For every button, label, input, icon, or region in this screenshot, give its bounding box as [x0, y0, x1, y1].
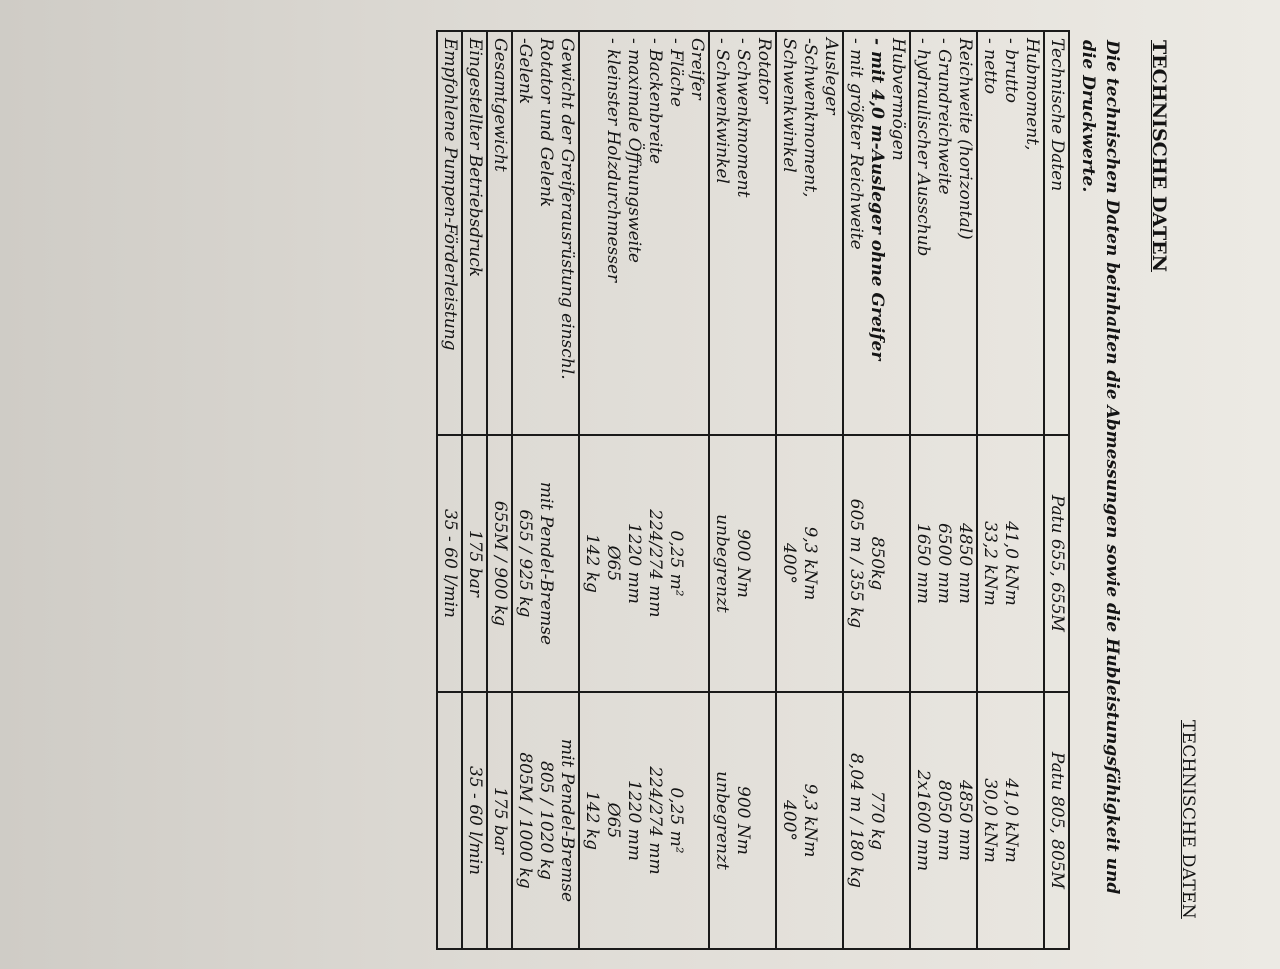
- column-header: Technische Daten: [1044, 31, 1069, 435]
- cell-value: [1021, 442, 1042, 685]
- table-row: [487, 31, 512, 949]
- cell-value: Ø65: [603, 802, 623, 839]
- row-label: Hubmoment,: [1022, 38, 1042, 151]
- cell-value: 805M / 1000 kg: [515, 752, 535, 889]
- row-label: - mit größter Reichweite: [846, 38, 866, 250]
- row-label: Empfohlene Pumpen-Förderleistung: [440, 38, 460, 351]
- cell-value: [686, 699, 707, 942]
- cell-value: 30,0 kNm: [980, 778, 1000, 863]
- cell-value: 8050 mm: [934, 780, 954, 861]
- cell-value: 1650 mm: [913, 522, 933, 604]
- cell-value: 9,3 kNm: [800, 526, 820, 601]
- section-title: TECHNISCHE DATEN: [1148, 40, 1170, 273]
- intro-paragraph: Die technischen Daten beinhalten die Abmessungen sowie die Hubleistungsfähigkeit und die Druckwerte.: [1078, 40, 1122, 895]
- cell-value: 900 Nm: [733, 786, 753, 855]
- cell-value: Ø65: [603, 545, 623, 582]
- cell-value: unbegrenzt: [712, 514, 732, 613]
- cell-value: 224/274 mm: [645, 509, 665, 618]
- cell-value: 224/274 mm: [645, 766, 665, 875]
- cell-value: [686, 442, 707, 685]
- table-row: [910, 31, 977, 949]
- cell-value: 0,25 m²: [666, 530, 686, 597]
- row-label: -Schwenkmoment,: [800, 38, 820, 198]
- table-row: [437, 31, 462, 949]
- cell-value: [820, 699, 841, 942]
- cell-value: 142 kg: [582, 790, 602, 850]
- cell-value: [753, 699, 774, 942]
- cell-value: 0,25 m²: [666, 787, 686, 854]
- table-header-row: [1044, 31, 1069, 949]
- cell-value: 4850 mm: [955, 780, 975, 861]
- cell-value: [753, 442, 774, 685]
- cell-value: 900 Nm: [733, 528, 753, 598]
- cell-value: 655M / 900 kg: [490, 500, 510, 627]
- cell-value: [1021, 699, 1042, 942]
- cell-value: [556, 442, 577, 685]
- column-header: Patu 655, 655M: [1044, 435, 1069, 692]
- row-label: - Schwenkwinkel: [712, 38, 732, 184]
- row-label: - brutto: [1001, 38, 1021, 104]
- cell-value: 655 / 925 kg: [515, 509, 535, 618]
- cell-value: 33,2 kNm: [980, 521, 1000, 606]
- table-row: [462, 31, 487, 949]
- cell-value: [887, 699, 908, 942]
- row-label: Eingestellter Betriebsdruck: [465, 38, 485, 278]
- row-label: -Gelenk: [515, 38, 535, 105]
- cell-value: 41,0 kNm: [1001, 521, 1021, 606]
- row-label: - Schwenkmoment: [733, 38, 753, 198]
- cell-value: 1220 mm: [624, 522, 644, 604]
- spec-table: [436, 30, 1070, 950]
- cell-value: 175 bar: [465, 529, 485, 597]
- row-label: Gewicht der Greiferausrüstung einschl.: [557, 38, 577, 380]
- table-row: [512, 31, 579, 949]
- cell-value: 400°: [779, 799, 799, 841]
- cell-value: 8,04 m / 180 kg: [846, 752, 866, 888]
- cell-value: 400°: [779, 542, 799, 584]
- cell-value: unbegrenzt: [712, 771, 732, 870]
- cell-value: 6500 mm: [934, 522, 954, 604]
- cell-value: [887, 442, 908, 685]
- cell-value: 605 m / 355 kg: [846, 498, 866, 629]
- row-label: Schwenkwinkel: [779, 38, 799, 173]
- row-label: Ausleger: [821, 38, 841, 115]
- cell-value: [439, 699, 460, 942]
- row-label: Greifer: [687, 38, 707, 100]
- cell-value: 770 kg: [867, 790, 887, 850]
- row-label: - Fläche: [666, 38, 686, 108]
- cell-value: 175 bar: [490, 786, 510, 854]
- table-row: [977, 31, 1044, 949]
- row-label: - Backenbreite: [645, 38, 665, 165]
- row-label: Rotator und Gelenk: [536, 38, 556, 208]
- row-label: Reichweite (horizontal): [955, 38, 975, 240]
- row-label: - Grundreichweite: [934, 38, 954, 195]
- table-row: [776, 31, 843, 949]
- cell-value: 1220 mm: [624, 780, 644, 861]
- row-label: - maximale Öffnungsweite: [624, 38, 644, 263]
- table-row: [579, 31, 709, 949]
- cell-value: 142 kg: [582, 533, 602, 593]
- cell-value: 35 - 60 l/min: [465, 766, 485, 875]
- cell-value: 9,3 kNm: [800, 783, 820, 858]
- cell-value: [820, 442, 841, 685]
- column-header: Patu 805, 805M: [1044, 692, 1069, 949]
- row-label: Gesamtgewicht: [490, 38, 510, 172]
- row-label: - kleinster Holzdurchmesser: [603, 38, 623, 283]
- cell-value: 4850 mm: [955, 522, 975, 604]
- row-label: - mit 4,0 m-Ausleger ohne Greifer: [867, 38, 887, 361]
- cell-value: 35 - 60 l/min: [440, 508, 460, 618]
- table-row: [709, 31, 776, 949]
- row-label: - netto: [980, 38, 1000, 95]
- cell-value: 850kg: [867, 536, 887, 591]
- cell-value: mit Pendel-Bremse: [536, 481, 556, 646]
- row-label: - hydraulischer Ausschub: [913, 38, 933, 257]
- table-row: [843, 31, 910, 949]
- running-header: TECHNISCHE DATEN: [1178, 720, 1198, 919]
- cell-value: mit Pendel-Bremse: [557, 738, 577, 903]
- row-label: Hubvermögen: [888, 38, 908, 161]
- cell-value: 805 / 1020 kg: [536, 761, 556, 880]
- row-label: Rotator: [754, 38, 774, 104]
- cell-value: 2x1600 mm: [913, 769, 933, 872]
- cell-value: 41,0 kNm: [1001, 778, 1021, 863]
